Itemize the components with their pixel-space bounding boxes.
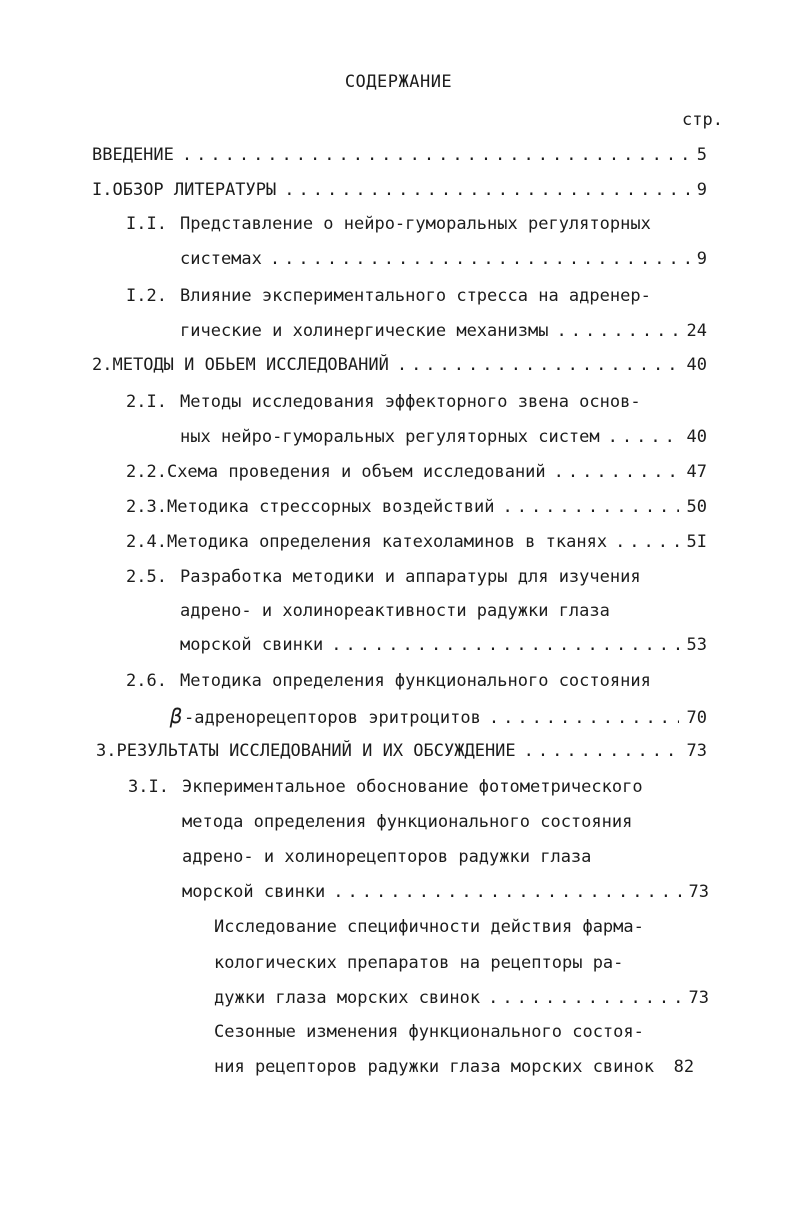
toc-entry-section-3-1[interactable] [128, 775, 688, 799]
toc-entry-chapter-1[interactable] [92, 178, 707, 202]
toc-entry-number: I. [92, 180, 113, 200]
toc-page-number: 82 [673, 1057, 695, 1077]
toc-entry-section-1-2-cont[interactable] [180, 319, 707, 343]
toc-entry-section-1-1[interactable] [126, 212, 686, 236]
page-column-label: стр. [682, 110, 723, 130]
toc-entry-number: 2.2. [126, 462, 167, 482]
toc-entry-section-1-1-cont[interactable] [180, 247, 707, 271]
toc-entry-label-line1: Представление о нейро-гуморальных регуляторных [180, 214, 651, 234]
toc-subentry-specificity[interactable] [214, 915, 684, 939]
toc-entry-section-3-1-cont3[interactable] [182, 880, 709, 904]
toc-entry-number: 2.I. [126, 392, 167, 412]
leader-dots [524, 739, 679, 763]
toc-entry-number: 3.I. [128, 777, 169, 797]
toc-entry-label-line1: Методика определения функционального состояния [180, 671, 651, 691]
toc-entry-section-2-6-cont[interactable] [170, 704, 707, 728]
toc-page-number: 24 [686, 321, 707, 341]
toc-entry-section-3-1-cont2[interactable] [182, 845, 682, 869]
toc-entry-label-line3: дужки глаза морских свинок [214, 988, 481, 1008]
toc-page-number: 9 [696, 180, 707, 200]
leader-dots [182, 143, 689, 167]
toc-entry-label: ОБЗОР ЛИТЕРАТУРЫ [112, 180, 277, 200]
beta-symbol: β [170, 704, 183, 728]
toc-page-number: 9 [696, 249, 707, 269]
toc-entry-label: Методика определения катехоламинов в тканях [166, 532, 608, 552]
toc-entry-label-line1: Методы исследования эффекторного звена основ- [180, 392, 641, 412]
toc-entry-label: МЕТОДЫ И ОБЬЕМ ИССЛЕДОВАНИЙ [112, 355, 389, 375]
toc-entry-number: 2.3. [126, 497, 167, 517]
toc-entry-number: 2. [92, 355, 113, 375]
toc-entry-label-line2: системах [180, 249, 262, 269]
toc-entry-label-line2: -адренорецепторов эритроцитов [184, 708, 481, 728]
toc-page-number: 5 [696, 145, 707, 165]
toc-entry-section-2-1-cont[interactable] [180, 425, 707, 449]
toc-page-number: 53 [686, 635, 707, 655]
toc-entry-section-3-1-cont[interactable] [182, 810, 682, 834]
toc-page-number: 73 [688, 882, 709, 902]
toc-page-number: 50 [686, 497, 707, 517]
toc-entry-label-line1: Сезонные изменения функционального состоя- [214, 1022, 644, 1042]
leader-dots [331, 633, 678, 657]
leader-dots [556, 319, 678, 343]
toc-entry-label-line3: морской свинки [180, 635, 324, 655]
toc-entry-chapter-3[interactable] [96, 739, 707, 763]
toc-entry-label: ВВЕДЕНИЕ [92, 145, 174, 165]
toc-entry-intro[interactable] [92, 143, 707, 167]
toc-subentry-seasonal[interactable] [214, 1020, 684, 1044]
toc-entry-label-line2: ния рецепторов радужки глаза морских свинок [214, 1057, 655, 1077]
toc-entry-label: Методика стрессорных воздействий [166, 497, 495, 517]
toc-entry-label-line1: Исследование специфичности действия фарма- [214, 917, 644, 937]
toc-entry-section-1-2[interactable] [126, 284, 686, 308]
toc-subentry-seasonal-cont[interactable] [214, 1055, 709, 1079]
toc-page-number: 5I [686, 532, 707, 552]
toc-entry-label: Схема проведения и объем исследований [166, 462, 546, 482]
toc-entry-section-2-1[interactable] [126, 390, 686, 414]
leader-dots [554, 460, 679, 484]
toc-entry-chapter-2[interactable] [92, 353, 707, 377]
toc-entry-label-line2: адрено- и холинореактивности радужки глаза [180, 601, 610, 621]
leader-dots [489, 706, 679, 730]
toc-entry-label-line1: Влияние экспериментального стресса на адренер- [180, 286, 651, 306]
toc-page-number: 40 [686, 355, 707, 375]
toc-entry-number: 3. [96, 741, 117, 761]
toc-entry-label-line1: Экпериментальное обоснование фотометрического [182, 777, 643, 797]
toc-entry-section-2-5[interactable] [126, 565, 686, 589]
toc-entry-label-line2: метода определения функционального состояния [182, 812, 633, 832]
leader-dots [284, 178, 689, 202]
leader-dots [608, 425, 679, 449]
leader-dots [615, 530, 678, 554]
toc-entry-label-line1: Разработка методики и аппаратуры для изучения [180, 567, 641, 587]
toc-entry-section-2-5-cont2[interactable] [180, 633, 707, 657]
toc-entry-number: 2.5. [126, 567, 167, 587]
toc-entry-section-2-3[interactable] [126, 495, 707, 519]
toc-entry-label-line3: адрено- и холинорецепторов радужки глаза [182, 847, 592, 867]
toc-entry-section-2-5-cont[interactable] [180, 599, 680, 623]
toc-subentry-specificity-cont[interactable] [214, 951, 684, 975]
toc-entry-section-2-4[interactable] [126, 530, 707, 554]
toc-entry-number: I.I. [126, 214, 167, 234]
page-title: СОДЕРЖАНИЕ [344, 72, 453, 92]
toc-page-number: 73 [686, 741, 707, 761]
leader-dots [397, 353, 679, 377]
toc-entry-number: 2.4. [126, 532, 167, 552]
leader-dots [502, 495, 678, 519]
toc-entry-section-2-2[interactable] [126, 460, 707, 484]
toc-entry-label: РЕЗУЛЬТАТЫ ИССЛЕДОВАНИЙ И ИХ ОБСУЖДЕНИЕ [116, 741, 516, 761]
leader-dots [488, 986, 680, 1010]
toc-page-number: 47 [686, 462, 707, 482]
toc-entry-label-line4: морской свинки [182, 882, 326, 902]
toc-page-number: 70 [686, 708, 707, 728]
toc-page-number: 73 [688, 988, 709, 1008]
leader-dots [270, 247, 689, 271]
leader-dots [333, 880, 680, 904]
toc-entry-number: I.2. [126, 286, 167, 306]
toc-entry-label-line2: кологических препаратов на рецепторы ра- [214, 953, 624, 973]
toc-entry-label-line2: ных нейро-гуморальных регуляторных систем [180, 427, 600, 447]
toc-page-number: 40 [686, 427, 707, 447]
toc-entry-label-line2: гические и холинергические механизмы [180, 321, 549, 341]
toc-entry-number: 2.6. [126, 671, 167, 691]
toc-subentry-specificity-cont2[interactable] [214, 986, 709, 1010]
toc-entry-section-2-6[interactable] [126, 669, 686, 693]
